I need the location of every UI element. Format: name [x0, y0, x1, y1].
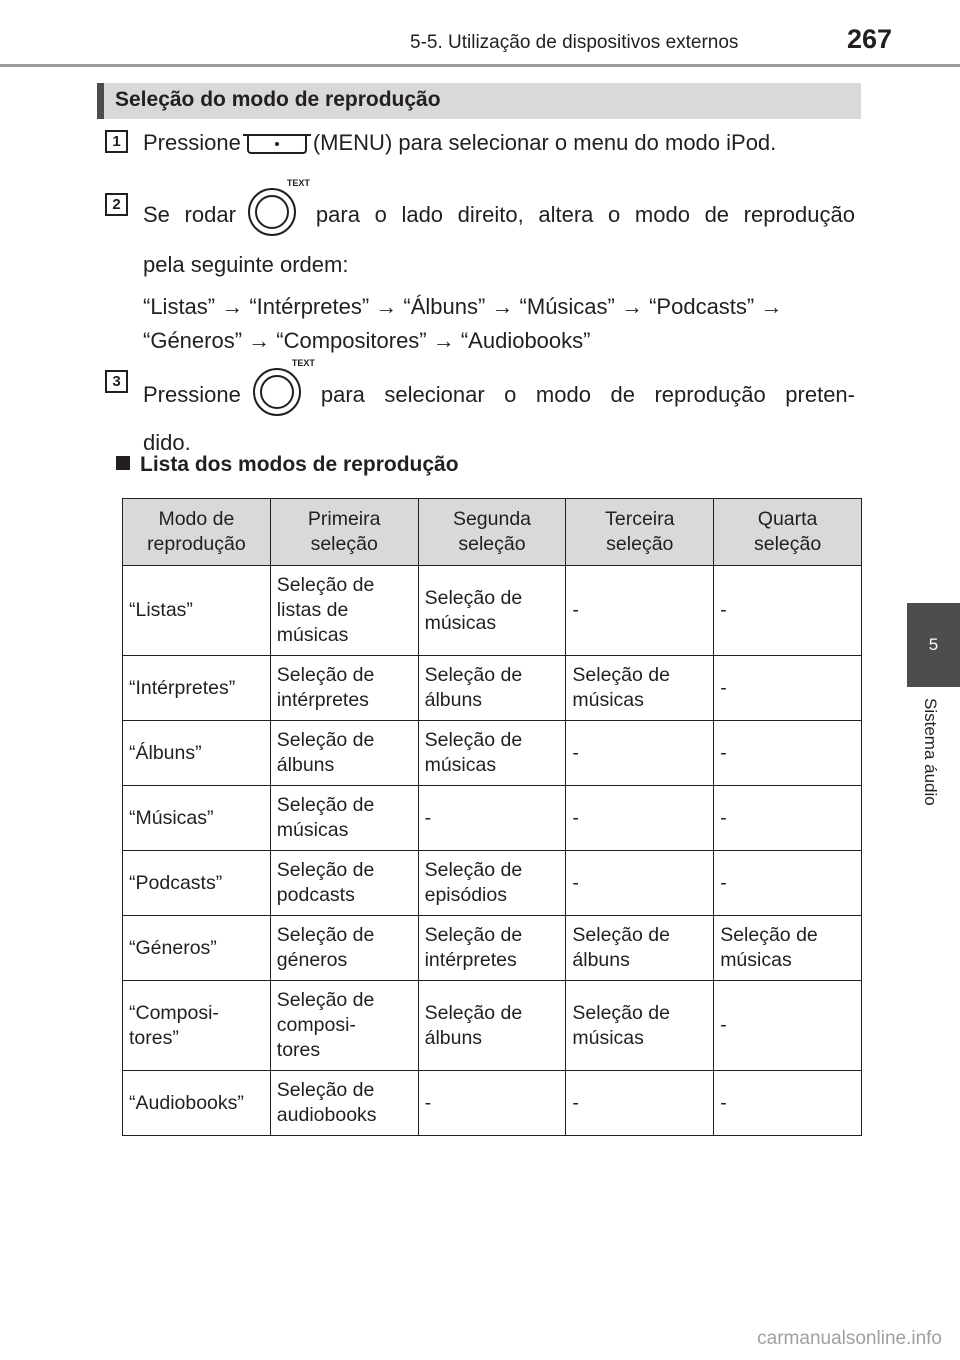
table-cell: Seleção de músicas: [418, 721, 566, 786]
menu-button-icon: [247, 134, 307, 154]
play-mode-table: [122, 498, 862, 1136]
knob-text-label: TEXT: [291, 358, 315, 368]
table-row: [123, 851, 862, 916]
table-cell: -: [714, 656, 862, 721]
list-heading: [116, 453, 459, 477]
table-row: [123, 656, 862, 721]
table-cell: -: [418, 1071, 566, 1136]
tune-select-knob-icon: [248, 178, 310, 236]
table-cell: Seleção de episódios: [418, 851, 566, 916]
table-cell: -: [714, 851, 862, 916]
table-header: Primeira seleção: [270, 499, 418, 566]
table-cell: Seleção de músicas: [566, 656, 714, 721]
square-bullet-icon: [116, 456, 130, 470]
table-row: [123, 916, 862, 981]
table-cell: Seleção de álbuns: [566, 916, 714, 981]
table-row: [123, 786, 862, 851]
table-cell: -: [714, 566, 862, 656]
table-cell: -: [714, 1071, 862, 1136]
table-cell: Seleção de géneros: [270, 916, 418, 981]
table-cell: Seleção de podcasts: [270, 851, 418, 916]
section-heading: Seleção do modo de reprodução: [97, 83, 861, 119]
step-badge-2: 2: [105, 193, 128, 216]
step-2-line-2: pela seguinte ordem:: [143, 252, 349, 277]
chapter-number: 5: [928, 635, 939, 654]
step-2-line-1: [143, 178, 855, 236]
step-2-before: Se rodar: [143, 202, 236, 227]
table-cell: “Intérpretes”: [123, 656, 271, 721]
page-number: 267: [846, 24, 892, 54]
step-2-sequence-2: “Géneros” → “Compositores” → “Audiobooks”: [143, 328, 591, 353]
step-2-after: para o lado direito, altera o modo de reprodução: [315, 202, 855, 227]
table-cell: “Composi- tores”: [123, 981, 271, 1071]
table-cell: Seleção de intérpretes: [418, 916, 566, 981]
table-cell: Seleção de músicas: [418, 566, 566, 656]
table-cell: Seleção de álbuns: [418, 981, 566, 1071]
table-row: [123, 721, 862, 786]
table-cell: Seleção de intérpretes: [270, 656, 418, 721]
table-cell: -: [566, 786, 714, 851]
header-rule: [0, 64, 960, 67]
table-cell: Seleção de composi- tores: [270, 981, 418, 1071]
table-cell: “Audiobooks”: [123, 1071, 271, 1136]
knob-text-label: TEXT: [286, 178, 310, 188]
step-2-text: [143, 178, 855, 358]
step-3-line-1: [143, 358, 855, 416]
table-row: [123, 1071, 862, 1136]
tune-select-knob-icon: [253, 358, 315, 416]
table-cell: Seleção de listas de músicas: [270, 566, 418, 656]
table-row: [123, 566, 862, 656]
table-cell: Seleção de músicas: [270, 786, 418, 851]
table-header: Modo de reprodução: [123, 499, 271, 566]
table-header-row: [123, 499, 862, 566]
table-cell: Seleção de álbuns: [418, 656, 566, 721]
table-cell: -: [566, 566, 714, 656]
step-3-before: Pressione: [143, 382, 241, 407]
table-cell: “Músicas”: [123, 786, 271, 851]
step-3-after: para selecionar o modo de reprodução preten-: [320, 382, 855, 407]
running-header: 5-5. Utilização de dispositivos externos: [410, 32, 739, 53]
step-1-before: Pressione: [143, 130, 241, 155]
table-cell: -: [714, 981, 862, 1071]
table-cell: -: [566, 851, 714, 916]
table-cell: -: [418, 786, 566, 851]
table-cell: -: [566, 1071, 714, 1136]
step-1-text: [143, 126, 855, 160]
chapter-title: Sistema áudio: [921, 698, 940, 806]
table-cell: -: [566, 721, 714, 786]
table-cell: Seleção de álbuns: [270, 721, 418, 786]
list-heading-text: Lista dos modos de reprodução: [140, 453, 459, 476]
step-3-text: [143, 358, 855, 460]
step-badge-3: 3: [105, 370, 128, 393]
table-cell: -: [714, 786, 862, 851]
footer-watermark: carmanualsonline.info: [757, 1328, 942, 1349]
step-3-line-2: dido.: [143, 430, 191, 455]
step-2-sequence-1: “Listas” → “Intérpretes” → “Álbuns” → “Músicas” → “Podcasts” →: [143, 294, 783, 319]
table-header: Segunda seleção: [418, 499, 566, 566]
table-cell: “Podcasts”: [123, 851, 271, 916]
table-row: [123, 981, 862, 1071]
table-cell: “Géneros”: [123, 916, 271, 981]
table-cell: -: [714, 721, 862, 786]
table-cell: Seleção de audiobooks: [270, 1071, 418, 1136]
step-1-after: (MENU) para selecionar o menu do modo iPod.: [312, 130, 777, 155]
table-header: Quarta seleção: [714, 499, 862, 566]
table-cell: “Listas”: [123, 566, 271, 656]
chapter-tab: [907, 603, 960, 687]
table-header: Terceira seleção: [566, 499, 714, 566]
table-cell: “Álbuns”: [123, 721, 271, 786]
step-badge-1: 1: [105, 130, 128, 153]
table-cell: Seleção de músicas: [714, 916, 862, 981]
table-cell: Seleção de músicas: [566, 981, 714, 1071]
